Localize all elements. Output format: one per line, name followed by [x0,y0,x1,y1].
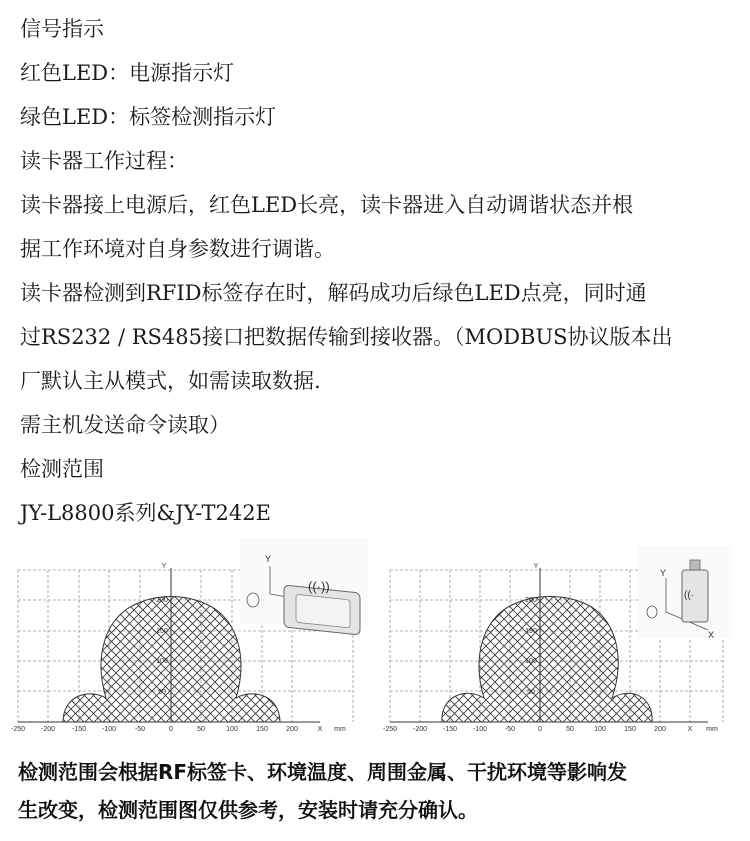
detection-range-figure-2 [378,538,740,738]
x-tick-label: 200 [286,726,298,733]
y-axis-label: Y [533,563,539,570]
paragraph-1-line-1: 读卡器接上电源后，红色LED长亮，读卡器进入自动调谐状态并根 [20,193,634,217]
device-inset-cylinder-reader [638,546,732,640]
y-tick-label: 200 [156,597,168,604]
red-led-line: 红色LED：电源指示灯 [20,61,235,85]
detection-lobe [442,597,652,723]
x-tick-label: 0 [169,726,173,733]
unit-label: mm [334,726,346,733]
x-tick-label: -50 [134,726,146,733]
inset-y-label: Y [660,568,667,578]
heading-detection-range: 检测范围 [20,457,104,481]
x-tick-label: 0 [538,726,542,733]
paragraph-2-line-2: 过RS232 / RS485接口把数据传输到接收器。（MODBUS协议版本出 [20,325,673,349]
y-tick-label: 150 [525,628,537,635]
svg-text:((·)): ((·)) [308,579,330,594]
detection-range-figure-1 [8,538,368,738]
device-inset-box-reader [240,538,368,635]
y-tick-label: 100 [156,658,168,665]
x-tick-label: 50 [566,726,574,733]
paragraph-2-line-4: 需主机发送命令读取） [20,413,230,437]
inset-y-label: Y [265,554,272,564]
x-axis-label: X [687,726,693,733]
x-tick-label: 150 [624,726,636,733]
x-tick-label: 50 [197,726,205,733]
svg-text:((·: ((· [684,590,694,601]
x-tick-label: 200 [654,726,666,733]
x-tick-label: -200 [40,726,56,733]
heading-work-process: 读卡器工作过程： [20,149,188,173]
note-line-1: 检测范围会根据RF标签卡、环境温度、周围金属、干扰环境等影响发 [18,760,628,784]
model-series-line: JY-L8800系列&JY-T242E [20,501,271,525]
green-led-line: 绿色LED：标签检测指示灯 [20,105,277,129]
paragraph-2-line-3: 厂默认主从模式，如需读取数据. [20,369,321,393]
y-tick-label: 150 [156,628,168,635]
x-tick-label: -200 [412,726,428,733]
x-axis-label: X [317,726,323,733]
x-tick-label: -100 [472,726,488,733]
heading-signal-indicator: 信号指示 [20,17,104,41]
x-tick-label: 150 [256,726,268,733]
x-tick-label: -50 [504,726,516,733]
x-tick-label: -150 [71,726,87,733]
y-tick-label: 50 [158,689,166,696]
y-axis-label: Y [161,563,167,570]
x-tick-label: -250 [382,726,398,733]
x-tick-label: -100 [101,726,117,733]
x-tick-label: -250 [10,726,26,733]
paragraph-2-line-1: 读卡器检测到RFID标签存在时，解码成功后绿色LED点亮，同时通 [20,281,647,305]
unit-label: mm [706,726,718,733]
x-tick-label: 100 [594,726,606,733]
paragraph-1-line-2: 据工作环境对自身参数进行调谐。 [20,237,335,261]
note-line-2: 生改变，检测范围图仅供参考，安装时请充分确认。 [18,798,478,822]
y-tick-label: 200 [525,597,537,604]
x-tick-label: 100 [226,726,238,733]
inset-x-label: X [708,630,715,640]
y-tick-label: 50 [527,689,535,696]
y-tick-label: 100 [525,658,537,665]
x-tick-label: -150 [442,726,458,733]
